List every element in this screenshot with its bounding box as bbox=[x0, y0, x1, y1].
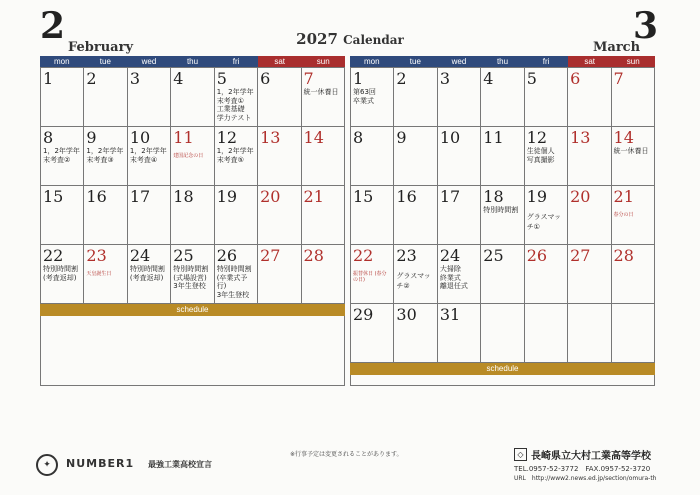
day-number: 14 bbox=[303, 128, 324, 147]
school-name: 長崎県立大村工業高等学校 bbox=[531, 451, 651, 462]
march-schedule-area bbox=[350, 375, 655, 386]
event-text: 生徒個人 写真撮影 bbox=[526, 147, 555, 164]
weekday-label-wed: wed bbox=[437, 56, 481, 67]
day-cell bbox=[258, 68, 301, 127]
day-number: 22 bbox=[43, 246, 64, 265]
day-number: 12 bbox=[526, 128, 548, 147]
event-text: 特別時間割 (考査返却) bbox=[129, 265, 165, 282]
day-cell bbox=[128, 245, 171, 304]
day-number: 23 bbox=[86, 246, 107, 265]
day-number: 13 bbox=[570, 128, 591, 147]
calendar-header bbox=[0, 5, 700, 56]
february-grid bbox=[40, 67, 345, 304]
event-text: 特別時間割 bbox=[483, 206, 519, 214]
day-number: 2 bbox=[396, 69, 407, 88]
march-month-number: 3 bbox=[633, 5, 659, 47]
day-number: 11 bbox=[173, 128, 194, 147]
day-number: 20 bbox=[570, 187, 591, 206]
empty-cell bbox=[612, 304, 655, 363]
day-cell bbox=[258, 245, 301, 304]
day-number: 7 bbox=[303, 69, 314, 88]
day-number: 12 bbox=[216, 128, 238, 147]
weekday-label-thu: thu bbox=[481, 56, 525, 67]
event-text: 特別時間割 (式場設営) 3年生登校 bbox=[173, 265, 209, 290]
day-cell bbox=[351, 127, 394, 186]
weekday-label-tue: tue bbox=[394, 56, 438, 67]
day-cell bbox=[215, 127, 258, 186]
day-cell bbox=[525, 245, 568, 304]
day-cell bbox=[612, 127, 655, 186]
day-cell bbox=[215, 68, 258, 127]
day-number: 4 bbox=[173, 69, 184, 88]
weekday-label-fri: fri bbox=[214, 56, 258, 67]
week-row bbox=[41, 186, 345, 245]
weekday-header bbox=[350, 56, 655, 67]
week-row bbox=[41, 68, 345, 127]
day-cell bbox=[84, 68, 127, 127]
event-text: 1，2年学年 末考査② bbox=[43, 147, 80, 164]
event-text: 1，2年学年 末考査⑤ bbox=[216, 147, 254, 164]
day-number: 10 bbox=[129, 128, 151, 147]
day-number: 19 bbox=[216, 187, 238, 206]
event-text: 統一休養日 bbox=[303, 88, 339, 96]
footer bbox=[0, 440, 700, 495]
day-cell bbox=[171, 186, 214, 245]
day-number: 26 bbox=[526, 246, 548, 265]
day-number: 1 bbox=[43, 69, 54, 88]
event-label: グラスマッチ① bbox=[526, 213, 562, 231]
march-grid bbox=[350, 67, 655, 363]
day-cell bbox=[568, 186, 611, 245]
day-cell bbox=[438, 245, 481, 304]
day-number: 9 bbox=[396, 128, 407, 147]
day-number: 15 bbox=[353, 187, 374, 206]
number1-logo-icon: ✦ bbox=[36, 454, 58, 476]
day-cell bbox=[394, 186, 437, 245]
day-number: 8 bbox=[43, 128, 54, 147]
holiday-label: 春分の日 bbox=[613, 212, 634, 218]
day-cell bbox=[351, 68, 394, 127]
day-number: 24 bbox=[129, 246, 151, 265]
day-number: 21 bbox=[613, 187, 634, 206]
day-cell bbox=[128, 186, 171, 245]
empty-cell bbox=[481, 304, 524, 363]
day-number: 2 bbox=[86, 69, 97, 88]
day-cell bbox=[171, 68, 214, 127]
day-number: 9 bbox=[86, 128, 97, 147]
day-cell bbox=[41, 186, 84, 245]
day-cell bbox=[302, 245, 345, 304]
day-number: 31 bbox=[439, 305, 461, 324]
day-number: 30 bbox=[396, 305, 417, 324]
february-schedule-area bbox=[40, 316, 345, 386]
day-cell bbox=[351, 304, 394, 363]
day-cell bbox=[394, 127, 437, 186]
day-number: 1 bbox=[353, 69, 364, 88]
day-cell bbox=[394, 304, 437, 363]
day-number: 13 bbox=[260, 128, 281, 147]
day-cell bbox=[525, 127, 568, 186]
day-number: 27 bbox=[260, 246, 281, 265]
day-number: 6 bbox=[570, 69, 581, 88]
weekday-label-wed: wed bbox=[127, 56, 171, 67]
day-cell bbox=[84, 127, 127, 186]
weekday-label-tue: tue bbox=[84, 56, 128, 67]
day-cell bbox=[612, 186, 655, 245]
day-number: 20 bbox=[260, 187, 281, 206]
day-number: 19 bbox=[526, 187, 548, 206]
event-text: 特別時間割 (考査返却) bbox=[43, 265, 78, 282]
event-text: 統一休養日 bbox=[613, 147, 649, 155]
event-text: 大掃除 終業式 離退任式 bbox=[439, 265, 468, 290]
brand-slogan: 最強工業高校宣言 bbox=[148, 460, 212, 469]
day-cell bbox=[302, 186, 345, 245]
week-row bbox=[351, 68, 655, 127]
day-cell bbox=[438, 186, 481, 245]
weekday-label-thu: thu bbox=[171, 56, 215, 67]
week-row bbox=[351, 245, 655, 304]
day-cell bbox=[438, 304, 481, 363]
day-number: 25 bbox=[483, 246, 504, 265]
day-number: 28 bbox=[303, 246, 324, 265]
day-cell bbox=[171, 245, 214, 304]
day-number: 28 bbox=[613, 246, 634, 265]
school-url: URL http://www2.news.ed.jp/section/omura-th bbox=[514, 475, 657, 482]
day-number: 8 bbox=[353, 128, 364, 147]
day-cell bbox=[215, 245, 258, 304]
day-number: 21 bbox=[303, 187, 324, 206]
weekday-header bbox=[40, 56, 345, 67]
march-schedule-bar: schedule bbox=[350, 363, 655, 375]
day-cell bbox=[481, 68, 524, 127]
day-number: 14 bbox=[613, 128, 634, 147]
day-cell bbox=[351, 245, 394, 304]
holiday-label: 建国記念の日 bbox=[173, 153, 204, 159]
holiday-label: 天皇誕生日 bbox=[86, 271, 112, 277]
day-cell bbox=[302, 68, 345, 127]
day-cell bbox=[41, 68, 84, 127]
day-cell bbox=[568, 127, 611, 186]
day-cell bbox=[128, 127, 171, 186]
weekday-label-mon: mon bbox=[350, 56, 394, 67]
holiday-label: 振替休日 (春分の日) bbox=[353, 271, 387, 283]
february-month-name: February bbox=[68, 40, 134, 55]
day-number: 24 bbox=[439, 246, 461, 265]
day-number: 17 bbox=[129, 187, 151, 206]
day-cell bbox=[481, 127, 524, 186]
day-cell bbox=[302, 127, 345, 186]
weekday-label-mon: mon bbox=[40, 56, 84, 67]
day-cell bbox=[215, 186, 258, 245]
day-number: 3 bbox=[439, 69, 451, 88]
day-number: 10 bbox=[439, 128, 461, 147]
calendar-title-word: Calendar bbox=[343, 33, 404, 47]
event-text: 1，2年学年 末考査④ bbox=[129, 147, 167, 164]
day-number: 27 bbox=[570, 246, 591, 265]
day-cell bbox=[481, 245, 524, 304]
day-number: 16 bbox=[396, 187, 417, 206]
day-cell bbox=[258, 186, 301, 245]
day-cell bbox=[568, 68, 611, 127]
day-number: 25 bbox=[173, 246, 194, 265]
day-number: 22 bbox=[353, 246, 374, 265]
day-number: 18 bbox=[483, 187, 504, 206]
day-number: 4 bbox=[483, 69, 494, 88]
march-calendar bbox=[350, 56, 655, 386]
school-emblem-icon: ◇ bbox=[514, 448, 527, 461]
day-number: 17 bbox=[439, 187, 461, 206]
day-cell bbox=[171, 127, 214, 186]
day-cell bbox=[258, 127, 301, 186]
day-cell bbox=[438, 127, 481, 186]
march-month-name: March bbox=[593, 40, 641, 55]
schedule-change-note: ※行事予定は変更されることがあります。 bbox=[290, 451, 403, 458]
day-number: 6 bbox=[260, 69, 271, 88]
weekday-label-fri: fri bbox=[524, 56, 568, 67]
weekday-label-sun: sun bbox=[611, 56, 655, 67]
february-month-number: 2 bbox=[40, 5, 66, 47]
empty-cell bbox=[568, 304, 611, 363]
day-number: 5 bbox=[216, 69, 227, 88]
day-number: 26 bbox=[216, 246, 238, 265]
day-cell bbox=[128, 68, 171, 127]
day-number: 15 bbox=[43, 187, 64, 206]
week-row bbox=[351, 304, 655, 363]
calendar-year: 2027 bbox=[296, 30, 338, 48]
february-schedule-bar: schedule bbox=[40, 304, 345, 316]
day-cell bbox=[394, 245, 437, 304]
week-row bbox=[351, 127, 655, 186]
day-number: 3 bbox=[129, 69, 141, 88]
event-label: グラスマッチ② bbox=[396, 272, 431, 290]
day-number: 16 bbox=[86, 187, 107, 206]
day-cell bbox=[84, 245, 127, 304]
event-text: 1，2年学年 末考査③ bbox=[86, 147, 124, 164]
event-text: 第63回 卒業式 bbox=[353, 88, 376, 105]
february-calendar bbox=[40, 56, 345, 386]
empty-cell bbox=[525, 304, 568, 363]
school-phone: TEL.0957-52-3772 FAX.0957-52-3720 bbox=[514, 465, 651, 473]
day-cell bbox=[41, 127, 84, 186]
day-number: 5 bbox=[526, 69, 537, 88]
day-cell bbox=[351, 186, 394, 245]
day-number: 29 bbox=[353, 305, 374, 324]
event-text: 1，2年学年 末考査① 工業基礎 学力テスト bbox=[216, 88, 254, 122]
day-number: 18 bbox=[173, 187, 194, 206]
day-cell bbox=[525, 68, 568, 127]
day-number: 7 bbox=[613, 69, 624, 88]
brand-name: NUMBER1 bbox=[66, 457, 135, 470]
weekday-label-sun: sun bbox=[301, 56, 345, 67]
event-text: 特別時間割 (卒業式予行) 3年生登校 bbox=[216, 265, 252, 299]
week-row bbox=[351, 186, 655, 245]
day-cell bbox=[612, 245, 655, 304]
week-row bbox=[41, 245, 345, 304]
day-number: 11 bbox=[483, 128, 504, 147]
day-cell bbox=[568, 245, 611, 304]
week-row bbox=[41, 127, 345, 186]
day-cell bbox=[438, 68, 481, 127]
day-cell bbox=[394, 68, 437, 127]
day-cell bbox=[481, 186, 524, 245]
weekday-label-sat: sat bbox=[258, 56, 302, 67]
day-cell bbox=[41, 245, 84, 304]
weekday-label-sat: sat bbox=[568, 56, 612, 67]
day-cell bbox=[612, 68, 655, 127]
day-cell bbox=[84, 186, 127, 245]
day-cell bbox=[525, 186, 568, 245]
day-number: 23 bbox=[396, 246, 417, 265]
